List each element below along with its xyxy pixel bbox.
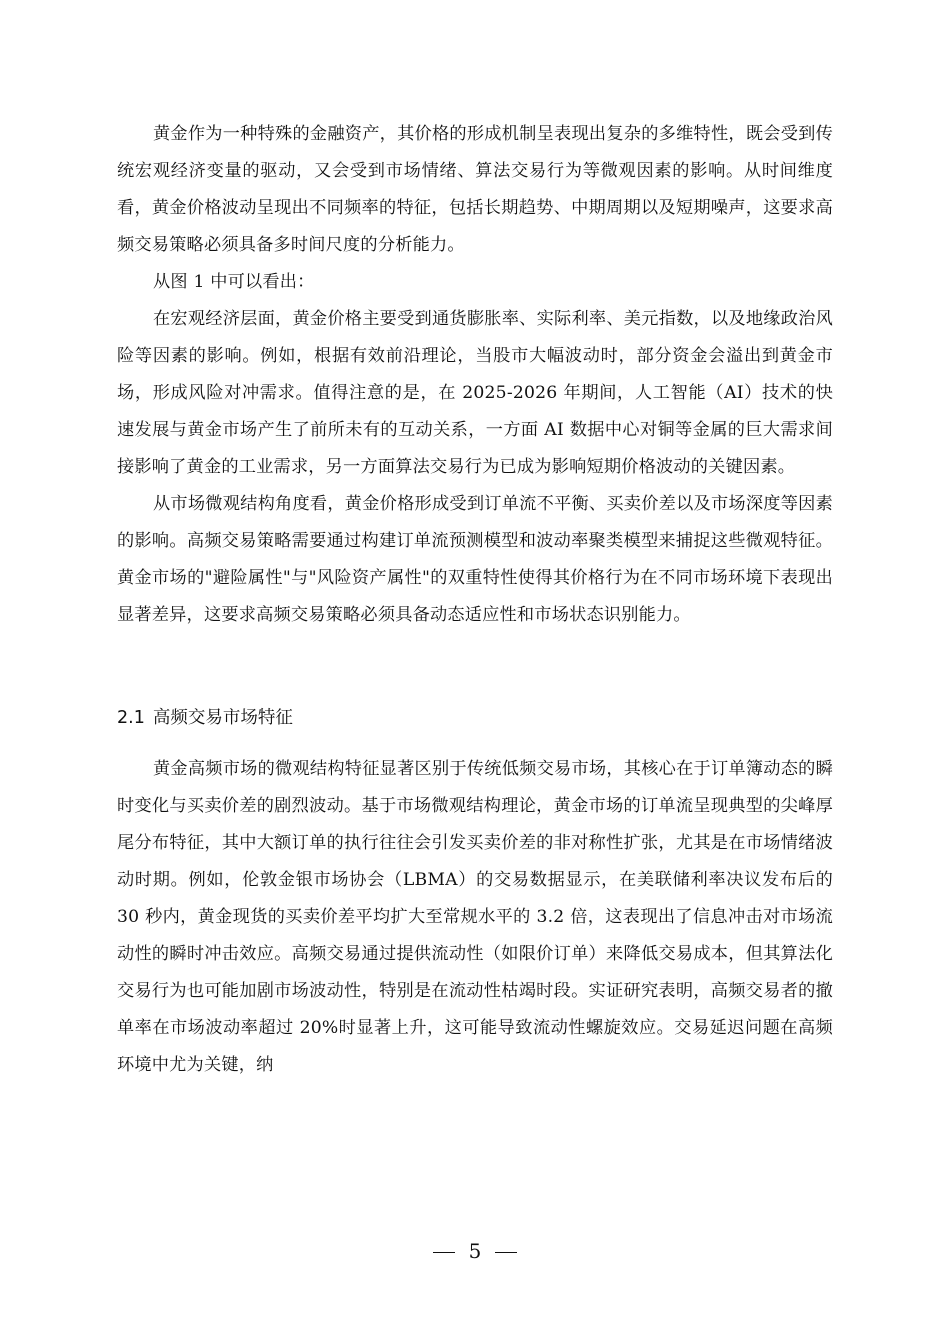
section-number: 2.1 — [117, 708, 145, 728]
paragraph-microstructure-factors: 从市场微观结构角度看，黄金价格形成受到订单流不平衡、买卖价差以及市场深度等因素的影响。高频交易策略需要通过构建订单流预测模型和波动率聚类模型来捕捉这些微观特征。黄金市场的"避险属性"与"风险资产属性"的双重特性使得其价格行为在不同市场环境下表现出显著差异，这要求高频交易策略必须具备动态适应性和市场状态识别能力。 — [117, 494, 833, 625]
paragraph-hft-market-characteristics: 黄金高频市场的微观结构特征显著区别于传统低频交易市场，其核心在于订单簿动态的瞬时变化与买卖价差的剧烈波动。基于市场微观结构理论，黄金市场的订单流呈现典型的尖峰厚尾分布特征，其中大额订单的执行往往会引发买卖价差的非对称性扩张，尤其是在市场情绪波动时期。例如，伦敦金银市场协会（LBMA）的交易数据显示，在美联储利率决议发布后的 30 秒内，黄金现货的买卖价差平均扩大至常规水平的 3.2 倍，这表现出了信息冲击对市场流动性的瞬时冲击效应。高频交易通过提供流动性（如限价订单）来降低交易成本，但其算法化交易行为也可能加剧市场波动性，特别是在流动性枯竭时段。实证研究表明，高频交易者的撤单率在市场波动率超过 20%时显著上升，这可能导致流动性螺旋效应。交易延迟问题在高频环境中尤为关键，纳 — [117, 759, 833, 1075]
paragraph-figure-reference: 从图 1 中可以看出： — [153, 272, 315, 292]
paragraph-gold-price-formation: 黄金作为一种特殊的金融资产，其价格的形成机制呈表现出复杂的多维特性，既会受到传统宏观经济变量的驱动，又会受到市场情绪、算法交易行为等微观因素的影响。从时间维度看，黄金价格波动呈现出不同频率的特征，包括长期趋势、中期周期以及短期噪声，这要求高频交易策略必须具备多时间尺度的分析能力。 — [117, 124, 833, 255]
section-heading — [117, 704, 833, 732]
page-footer — [0, 1236, 950, 1266]
paragraph-macroeconomic-factors: 在宏观经济层面，黄金价格主要受到通货膨胀率、实际利率、美元指数，以及地缘政治风险等因素的影响。例如，根据有效前沿理论，当股市大幅波动时，部分资金会溢出到黄金市场，形成风险对冲需求。值得注意的是，在 2025-2026 年期间，人工智能（AI）技术的快速发展与黄金市场产生了前所未有的互动关系，一方面 AI 数据中心对铜等金属的巨大需求间接影响了黄金的工业需求，另一方面算法交易行为已成为影响短期价格波动的关键因素。 — [117, 309, 833, 477]
footer-dash-left — [433, 1252, 455, 1253]
page-body — [117, 116, 833, 1084]
footer-dash-right — [495, 1252, 517, 1253]
page-number: 5 — [468, 1239, 482, 1263]
section-title: 高频交易市场特征 — [152, 708, 293, 728]
